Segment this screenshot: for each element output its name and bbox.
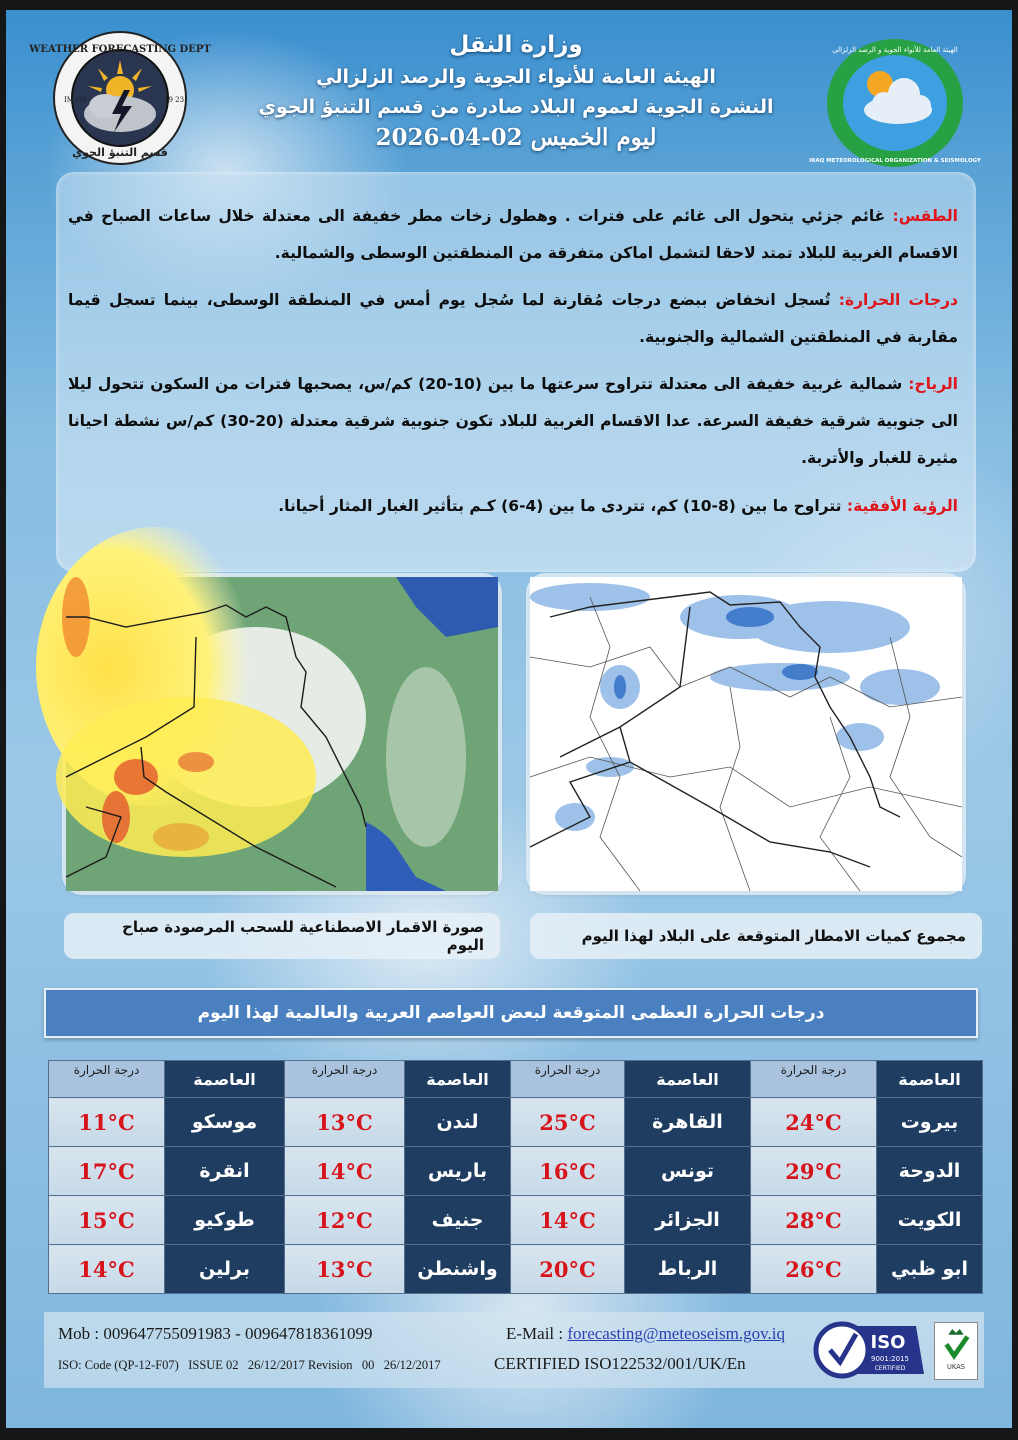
- temp-header: درجة الحرارة: [285, 1061, 405, 1098]
- city-temp: 25°C: [511, 1098, 625, 1147]
- city-name: تونس: [625, 1147, 751, 1196]
- logo-right-top-text: الهيئة العامة للأنواء الجوية و الرصد الزلزالي: [832, 46, 958, 54]
- city-temp: 16°C: [511, 1147, 625, 1196]
- city-name: الرباط: [625, 1245, 751, 1294]
- ministry-title: وزارة النقل: [449, 32, 583, 58]
- city-name: بيروت: [877, 1098, 983, 1147]
- city-name: واشنطن: [405, 1245, 511, 1294]
- visibility-text: تتراوح ما بين (8-10) كم، تتردى ما بين (4-6) كـم بتأثير الغبار المثار أحيانا.: [278, 497, 847, 515]
- iso-badge-status: CERTIFIED: [874, 1365, 906, 1372]
- city-name: موسكو: [165, 1098, 285, 1147]
- seal-bottom-text: قسم التنبؤ الجوي: [72, 146, 168, 159]
- temperature-label: درجات الحرارة:: [838, 291, 958, 309]
- seal-top-text: WEATHER FORECASTING DEPT: [29, 44, 211, 55]
- weather-label: الطقس:: [892, 207, 958, 225]
- header: [256, 28, 776, 154]
- city-name: جنيف: [405, 1196, 511, 1245]
- authority-title: الهيئة العامة للأنواء الجوية والرصد الزلزالي: [316, 66, 716, 88]
- table-row: [49, 1196, 983, 1245]
- iso-badge-standard: 9001:2015: [871, 1355, 909, 1363]
- city-header: العاصمة: [625, 1061, 751, 1098]
- temp-header: درجة الحرارة: [49, 1061, 165, 1098]
- table-header-row: [49, 1061, 983, 1098]
- winds-label: الرياح:: [908, 375, 958, 393]
- city-name: الدوحة: [877, 1147, 983, 1196]
- satellite-map-caption: صورة الاقمار الاصطناعية للسحب المرصودة صباح اليوم: [64, 913, 500, 959]
- temp-header: درجة الحرارة: [511, 1061, 625, 1098]
- weather-bulletin-page: [6, 10, 1012, 1428]
- city-temp: 15°C: [49, 1196, 165, 1245]
- table-row: [49, 1098, 983, 1147]
- mobile-numbers: Mob : 009647755091983 - 009647818361099: [58, 1324, 373, 1343]
- city-temp: 14°C: [511, 1196, 625, 1245]
- seal-side-right: 19 23: [164, 96, 185, 104]
- city-temp: 26°C: [751, 1245, 877, 1294]
- temperature-paragraph: [68, 282, 958, 356]
- city-name: طوكيو: [165, 1196, 285, 1245]
- city-temp: 14°C: [285, 1147, 405, 1196]
- certified-line: CERTIFIED ISO122532/001/UK/En: [494, 1354, 746, 1373]
- city-name: انقرة: [165, 1147, 285, 1196]
- ukas-label: UKAS: [947, 1363, 965, 1372]
- ukas-accreditation-icon: [934, 1322, 978, 1380]
- city-header: العاصمة: [877, 1061, 983, 1098]
- city-name: برلين: [165, 1245, 285, 1294]
- city-temp: 13°C: [285, 1245, 405, 1294]
- city-name: الكويت: [877, 1196, 983, 1245]
- iso-code-line: ISO: Code (QP-12-F07) ISSUE 02 26/12/2017 Revision 00 26/12/2017: [58, 1358, 441, 1372]
- city-temp: 12°C: [285, 1196, 405, 1245]
- capitals-temperature-table: [48, 1060, 983, 1294]
- city-temp: 28°C: [751, 1196, 877, 1245]
- winds-paragraph: [68, 366, 958, 477]
- city-temp: 29°C: [751, 1147, 877, 1196]
- satellite-cloud-map: [66, 577, 498, 891]
- visibility-paragraph: [68, 488, 958, 525]
- city-header: العاصمة: [165, 1061, 285, 1098]
- city-temp: 24°C: [751, 1098, 877, 1147]
- weather-paragraph: [68, 198, 958, 272]
- temperature-table-title: درجات الحرارة العظمى المتوقعة لبعض العواصم العربية والعالمية لهذا اليوم: [44, 988, 978, 1038]
- city-name: ابو ظبي: [877, 1245, 983, 1294]
- table-row: [49, 1147, 983, 1196]
- seal-side-left: IM OS: [64, 96, 87, 104]
- email-label: E-Mail :: [506, 1324, 568, 1343]
- iraq-meteorological-organization-logo-icon: [809, 36, 981, 170]
- iso-certified-badge-icon: [812, 1320, 924, 1380]
- city-temp: 11°C: [49, 1098, 165, 1147]
- bulletin-box: [56, 172, 976, 572]
- rainfall-forecast-map: [530, 577, 962, 891]
- iso-badge-title: ISO: [870, 1332, 906, 1353]
- city-temp: 14°C: [49, 1245, 165, 1294]
- logo-right-bottom-text: IRAQ METEOROLOGICAL ORGANIZATION & SEISMOLOGY: [809, 158, 981, 164]
- email-link[interactable]: forecasting@meteoseism.gov.iq: [567, 1324, 785, 1343]
- city-name: الجزائر: [625, 1196, 751, 1245]
- visibility-label: الرؤية الأفقية:: [846, 497, 958, 515]
- email-line: [506, 1324, 785, 1344]
- footer: [44, 1312, 984, 1388]
- temperature-text: تُسجل انخفاض ببضع درجات مُقارنة لما سُجل يوم أمس في المنطقة الوسطى، بينما تسجل قيما مقاربة في المنطقتين الشمالية والجنوبية.: [68, 291, 958, 346]
- winds-text: شمالية غربية خفيفة الى معتدلة تتراوح سرعتها ما بين (10-20) كم/س، يصحبها فترات من السكون تتحول ليلا الى جنوبية شرقية خفيفة السرعة. عدا الاقسام الغربية للبلاد تكون جنوبية شرقية معتدلة (20-30) كم/س نشطة احيانا مثيرة للغبار والأتربة.: [68, 375, 958, 467]
- rainfall-map-caption: مجموع كميات الامطار المتوقعة على البلاد لهذا اليوم: [530, 913, 982, 959]
- city-header: العاصمة: [405, 1061, 511, 1098]
- city-temp: 17°C: [49, 1147, 165, 1196]
- date-line: ليوم الخميس 02-04-2026: [375, 124, 657, 151]
- bulletin-source: النشرة الجوية لعموم البلاد صادرة من قسم التنبؤ الجوي: [258, 96, 774, 118]
- city-temp: 20°C: [511, 1245, 625, 1294]
- city-temp: 13°C: [285, 1098, 405, 1147]
- weather-text: غائم جزئي يتحول الى غائم على فترات . وهطول زخات مطر خفيفة الى معتدلة خلال ساعات الصباح في الاقسام الغربية للبلاد تمتد لاحقا لتشمل اماكن متفرقة من المنطقتين الوسطى والشمالية.: [68, 207, 958, 262]
- table-row: [49, 1245, 983, 1294]
- city-name: القاهرة: [625, 1098, 751, 1147]
- temp-header: درجة الحرارة: [751, 1061, 877, 1098]
- city-name: لندن: [405, 1098, 511, 1147]
- city-name: باريس: [405, 1147, 511, 1196]
- weather-forecasting-dept-seal-icon: [29, 28, 211, 168]
